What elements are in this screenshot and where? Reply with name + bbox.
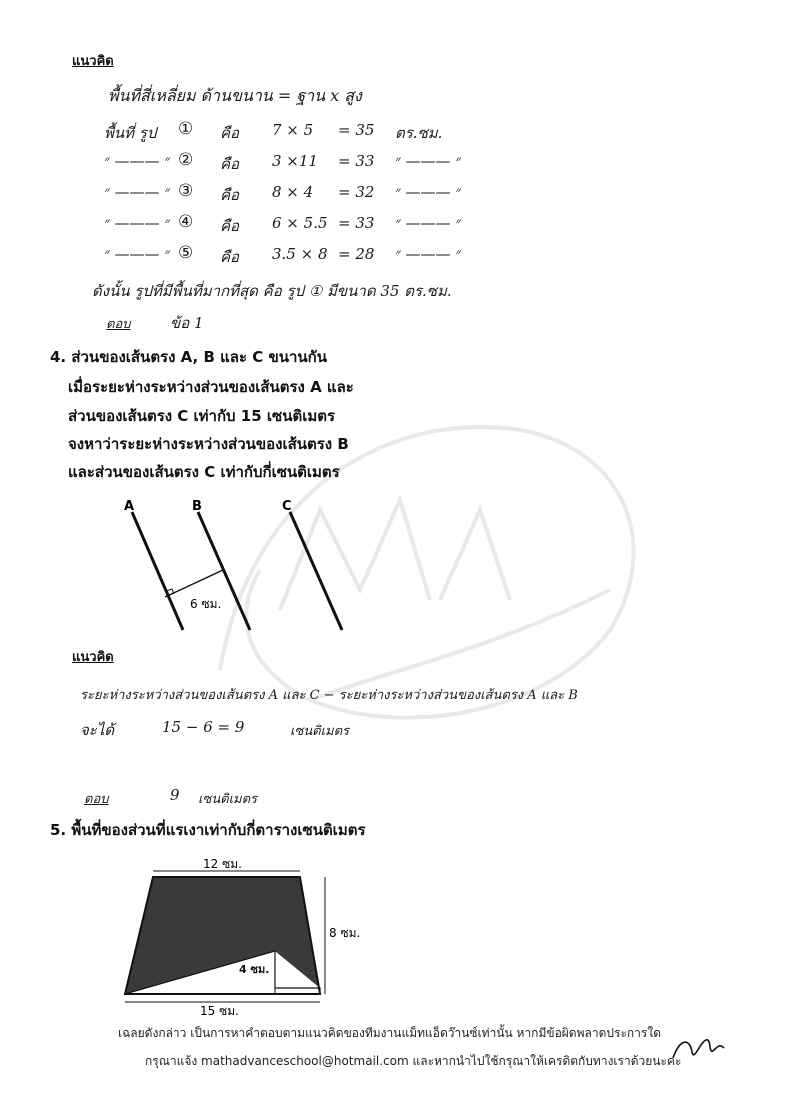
top-length-label: 12 ซม. (203, 857, 242, 871)
footer-line-2: กรุณาแจ้ง mathadvanceschool@hotmail.com และหากนำไปใช้กรุณาให้เครดิตกับทางเราด้วยนะคะ (145, 1054, 682, 1068)
line-a (132, 512, 183, 630)
row-unit: ״ ——— ״ (395, 152, 461, 170)
row-prefix: พื้นที่ รูป (104, 124, 157, 142)
row-result: = 28 (338, 245, 375, 263)
q4-answer-unit: เซนติเมตร (198, 792, 258, 807)
footer-line-1: เฉลยดังกล่าว เป็นการหาคำตอบตามแนวคิดของทีมงานแม็ทแอ็ดว๊านซ์เท่านั้น หากมีข้อผิดพลาดประการใด (118, 1026, 661, 1040)
section3-answer-value: ข้อ 1 (170, 314, 204, 332)
height-label: 8 ซม. (329, 926, 361, 940)
q4-line-2: เมื่อระยะห่างระหว่างส่วนของเส้นตรง A และ (68, 378, 354, 396)
section3-conclusion: ดังนั้น รูปที่มีพื้นที่มากที่สุด คือ รูป ① มีขนาด 35 ตร.ซม. (92, 282, 452, 300)
row-word: คือ (220, 248, 240, 266)
row-expr: 8 × 4 (272, 183, 314, 201)
shape-number: ⑤ (178, 243, 194, 263)
q4-line-1: 4. ส่วนของเส้นตรง A, B และ C ขนานกัน (50, 348, 328, 366)
label-a: A (124, 499, 135, 514)
row-result: = 35 (338, 121, 375, 139)
q4-line-5: และส่วนของเส้นตรง C เท่ากับกี่เซนติเมตร (68, 463, 340, 481)
label-b: B (192, 499, 202, 514)
row-unit: ״ ——— ״ (395, 245, 461, 263)
row-expr: 3 ×11 (272, 152, 318, 170)
q4-answer-value: 9 (170, 786, 180, 804)
row-prefix: ״ ——— ״ (104, 245, 170, 263)
line-b (198, 512, 250, 630)
q5-question: 5. พื้นที่ของส่วนที่แรเงาเท่ากับกี่ตารางเซนติเมตร (50, 821, 366, 839)
q4-line-3: ส่วนของเส้นตรง C เท่ากับ 15 เซนติเมตร (68, 407, 336, 425)
label-c: C (282, 499, 292, 514)
area-formula: พื้นที่สี่เหลี่ยม ด้านขนาน = ฐาน x สูง (108, 86, 362, 105)
distance-label: 6 ซม. (190, 597, 222, 611)
q4-approach-title: แนวคิด (72, 650, 114, 665)
q4-answer-label: ตอบ (84, 792, 109, 807)
bottom-length-label: 15 ซม. (200, 1004, 239, 1017)
shape-number: ② (178, 150, 194, 170)
row-expr: 3.5 × 8 (272, 245, 328, 263)
q4-work-expr: 15 − 6 = 9 (162, 718, 245, 736)
row-expr: 7 × 5 (272, 121, 314, 139)
row-word: คือ (220, 155, 240, 173)
row-prefix: ״ ——— ״ (104, 183, 170, 201)
row-unit: ״ ——— ״ (395, 214, 461, 232)
row-expr: 6 × 5.5 (272, 214, 328, 232)
shape-number: ① (178, 119, 194, 139)
section3-answer-label: ตอบ (106, 317, 131, 332)
row-unit: ตร.ซม. (395, 124, 443, 142)
q4-work-unit: เซนติเมตร (290, 724, 350, 739)
row-prefix: ״ ——— ״ (104, 152, 170, 170)
row-word: คือ (220, 124, 240, 142)
q4-line-4: จงหาว่าระยะห่างระหว่างส่วนของเส้นตรง B (68, 435, 349, 453)
shaded-quadrilateral-figure (115, 855, 365, 1017)
inner-height-label: 4 ซม. (239, 963, 270, 976)
shape-number: ④ (178, 212, 194, 232)
parallel-lines-figure (110, 490, 370, 640)
row-result: = 33 (338, 152, 375, 170)
q4-work-line-1: ระยะห่างระหว่างส่วนของเส้นตรง A และ C − ระยะห่างระหว่างส่วนของเส้นตรง A และ B (80, 688, 578, 703)
row-prefix: ״ ——— ״ (104, 214, 170, 232)
row-unit: ״ ——— ״ (395, 183, 461, 201)
row-result: = 33 (338, 214, 375, 232)
row-word: คือ (220, 217, 240, 235)
row-word: คือ (220, 186, 240, 204)
q4-work-prefix: จะได้ (80, 721, 115, 739)
line-c (290, 512, 342, 630)
row-result: = 32 (338, 183, 375, 201)
signature-mark (668, 1030, 728, 1066)
section3-approach-title: แนวคิด (72, 54, 114, 69)
shape-number: ③ (178, 181, 194, 201)
